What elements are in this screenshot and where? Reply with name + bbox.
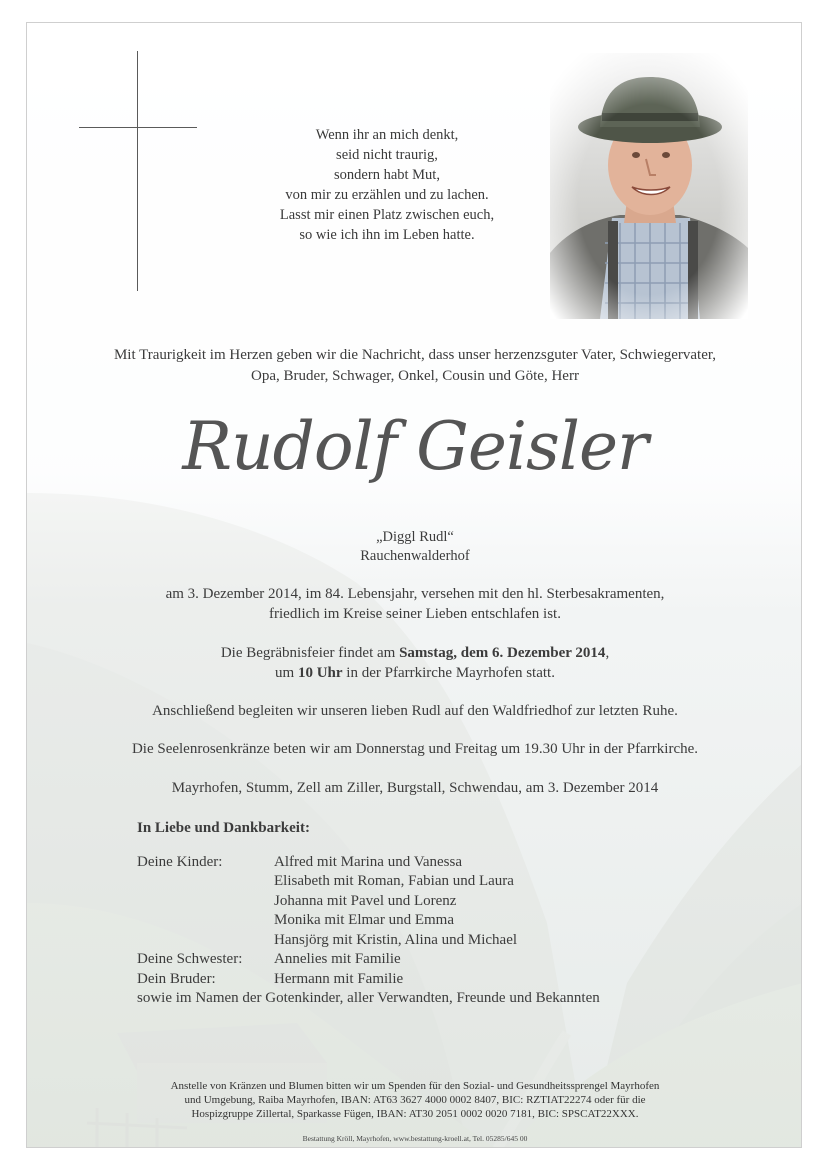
donation-line: Hospizgruppe Zillertal, Sparkasse Fügen, IBAN: AT30 2051 0002 0020 7181, BIC: SPSCAT22XXX. xyxy=(191,1108,639,1120)
intro-text xyxy=(27,345,802,387)
donation-line: und Umgebung, Raiba Mayrhofen, IBAN: AT63 3627 4000 0002 8407, BIC: RZTIAT22274 oder für die xyxy=(184,1094,646,1106)
rosary-info: Die Seelenrosenkränze beten wir am Donnerstag und Freitag um 19.30 Uhr in der Pfarrkirche. xyxy=(131,741,699,757)
children-names xyxy=(274,853,517,951)
mourners-closing: sowie im Namen der Gotenkinder, aller Verwandten, Freunde und Bekannten xyxy=(137,990,600,1006)
page-frame xyxy=(26,22,802,1148)
cross-icon-bar xyxy=(79,127,197,128)
children-group xyxy=(137,853,757,951)
death-line: friedlich im Kreise seiner Lieben entschlafen ist. xyxy=(269,606,561,622)
brother-label: Dein Bruder: xyxy=(137,970,216,987)
funeral-text: um xyxy=(275,665,298,681)
funeral-text: Die Begräbnisfeier findet am xyxy=(220,645,400,661)
funeral-text: in der Pfarrkirche Mayrhofen statt. xyxy=(342,665,555,681)
burial-info: Anschließend begleiten wir unseren lieben Rudl auf den Waldfriedhof zur letzten Ruhe. xyxy=(152,703,678,719)
children-label: Deine Kinder: xyxy=(137,853,223,870)
intro-line: Opa, Bruder, Schwager, Onkel, Cousin und Göte, Herr xyxy=(251,368,579,384)
cross-icon xyxy=(137,51,138,291)
mourners-list xyxy=(137,819,757,1009)
poem-line: sondern habt Mut, xyxy=(334,167,440,183)
sister-label: Deine Schwester: xyxy=(137,951,243,967)
nickname-block xyxy=(27,528,802,566)
funeral-line-2 xyxy=(27,663,802,683)
sister-group xyxy=(137,950,757,970)
poem-line: Wenn ihr an mich denkt, xyxy=(315,127,459,143)
farm-name: Rauchenwalderhof xyxy=(360,548,470,564)
donation-line: Anstelle von Kränzen und Blumen bitten wir um Spenden für den Sozial- und Gesundheitssprengel Mayrhofen xyxy=(170,1080,660,1092)
list-item: Alfred mit Marina und Vanessa xyxy=(274,853,463,870)
list-item: Johanna mit Pavel und Lorenz xyxy=(274,892,457,909)
funeral-line-1 xyxy=(27,643,802,663)
funeral-info xyxy=(27,643,802,683)
poem-line: Lasst mir einen Platz zwischen euch, xyxy=(279,207,495,223)
list-item: Monika mit Elmar und Emma xyxy=(274,912,454,928)
funeral-time: 10 Uhr xyxy=(297,665,343,681)
intro-line: Mit Traurigkeit im Herzen geben wir die Nachricht, dass unser herzenzsguter Vater, Schwiegervater, xyxy=(113,347,717,363)
poem xyxy=(217,125,557,245)
brother-name: Hermann mit Familie xyxy=(274,970,404,987)
list-item: Elisabeth mit Roman, Fabian und Laura xyxy=(274,873,514,889)
death-notice xyxy=(27,584,802,624)
poem-line: so wie ich ihn im Leben hatte. xyxy=(299,227,475,243)
nickname: „Diggl Rudl“ xyxy=(376,529,454,545)
sister-name: Annelies mit Familie xyxy=(274,951,401,967)
poem-line: von mir zu erzählen und zu lachen. xyxy=(285,187,489,203)
brother-group xyxy=(137,970,757,990)
portrait-photo xyxy=(550,53,748,319)
poem-line: seid nicht traurig, xyxy=(336,147,438,163)
funeral-text: , xyxy=(605,645,610,661)
place-date: Mayrhofen, Stumm, Zell am Ziller, Burgstall, Schwendau, am 3. Dezember 2014 xyxy=(171,780,659,796)
undertaker-info: Bestattung Kröll, Mayrhofen, www.bestattung-kroell.at, Tel. 05285/645 00 xyxy=(302,1134,528,1143)
list-item: Hansjörg mit Kristin, Alina und Michael xyxy=(274,931,518,948)
funeral-date: Samstag, dem 6. Dezember 2014 xyxy=(399,645,606,661)
donation-note xyxy=(27,1079,802,1121)
mourners-heading: In Liebe und Dankbarkeit: xyxy=(137,820,310,836)
deceased-name: Rudolf Geisler xyxy=(182,408,648,485)
death-line: am 3. Dezember 2014, im 84. Lebensjahr, versehen mit den hl. Sterbesakramenten, xyxy=(165,586,665,602)
